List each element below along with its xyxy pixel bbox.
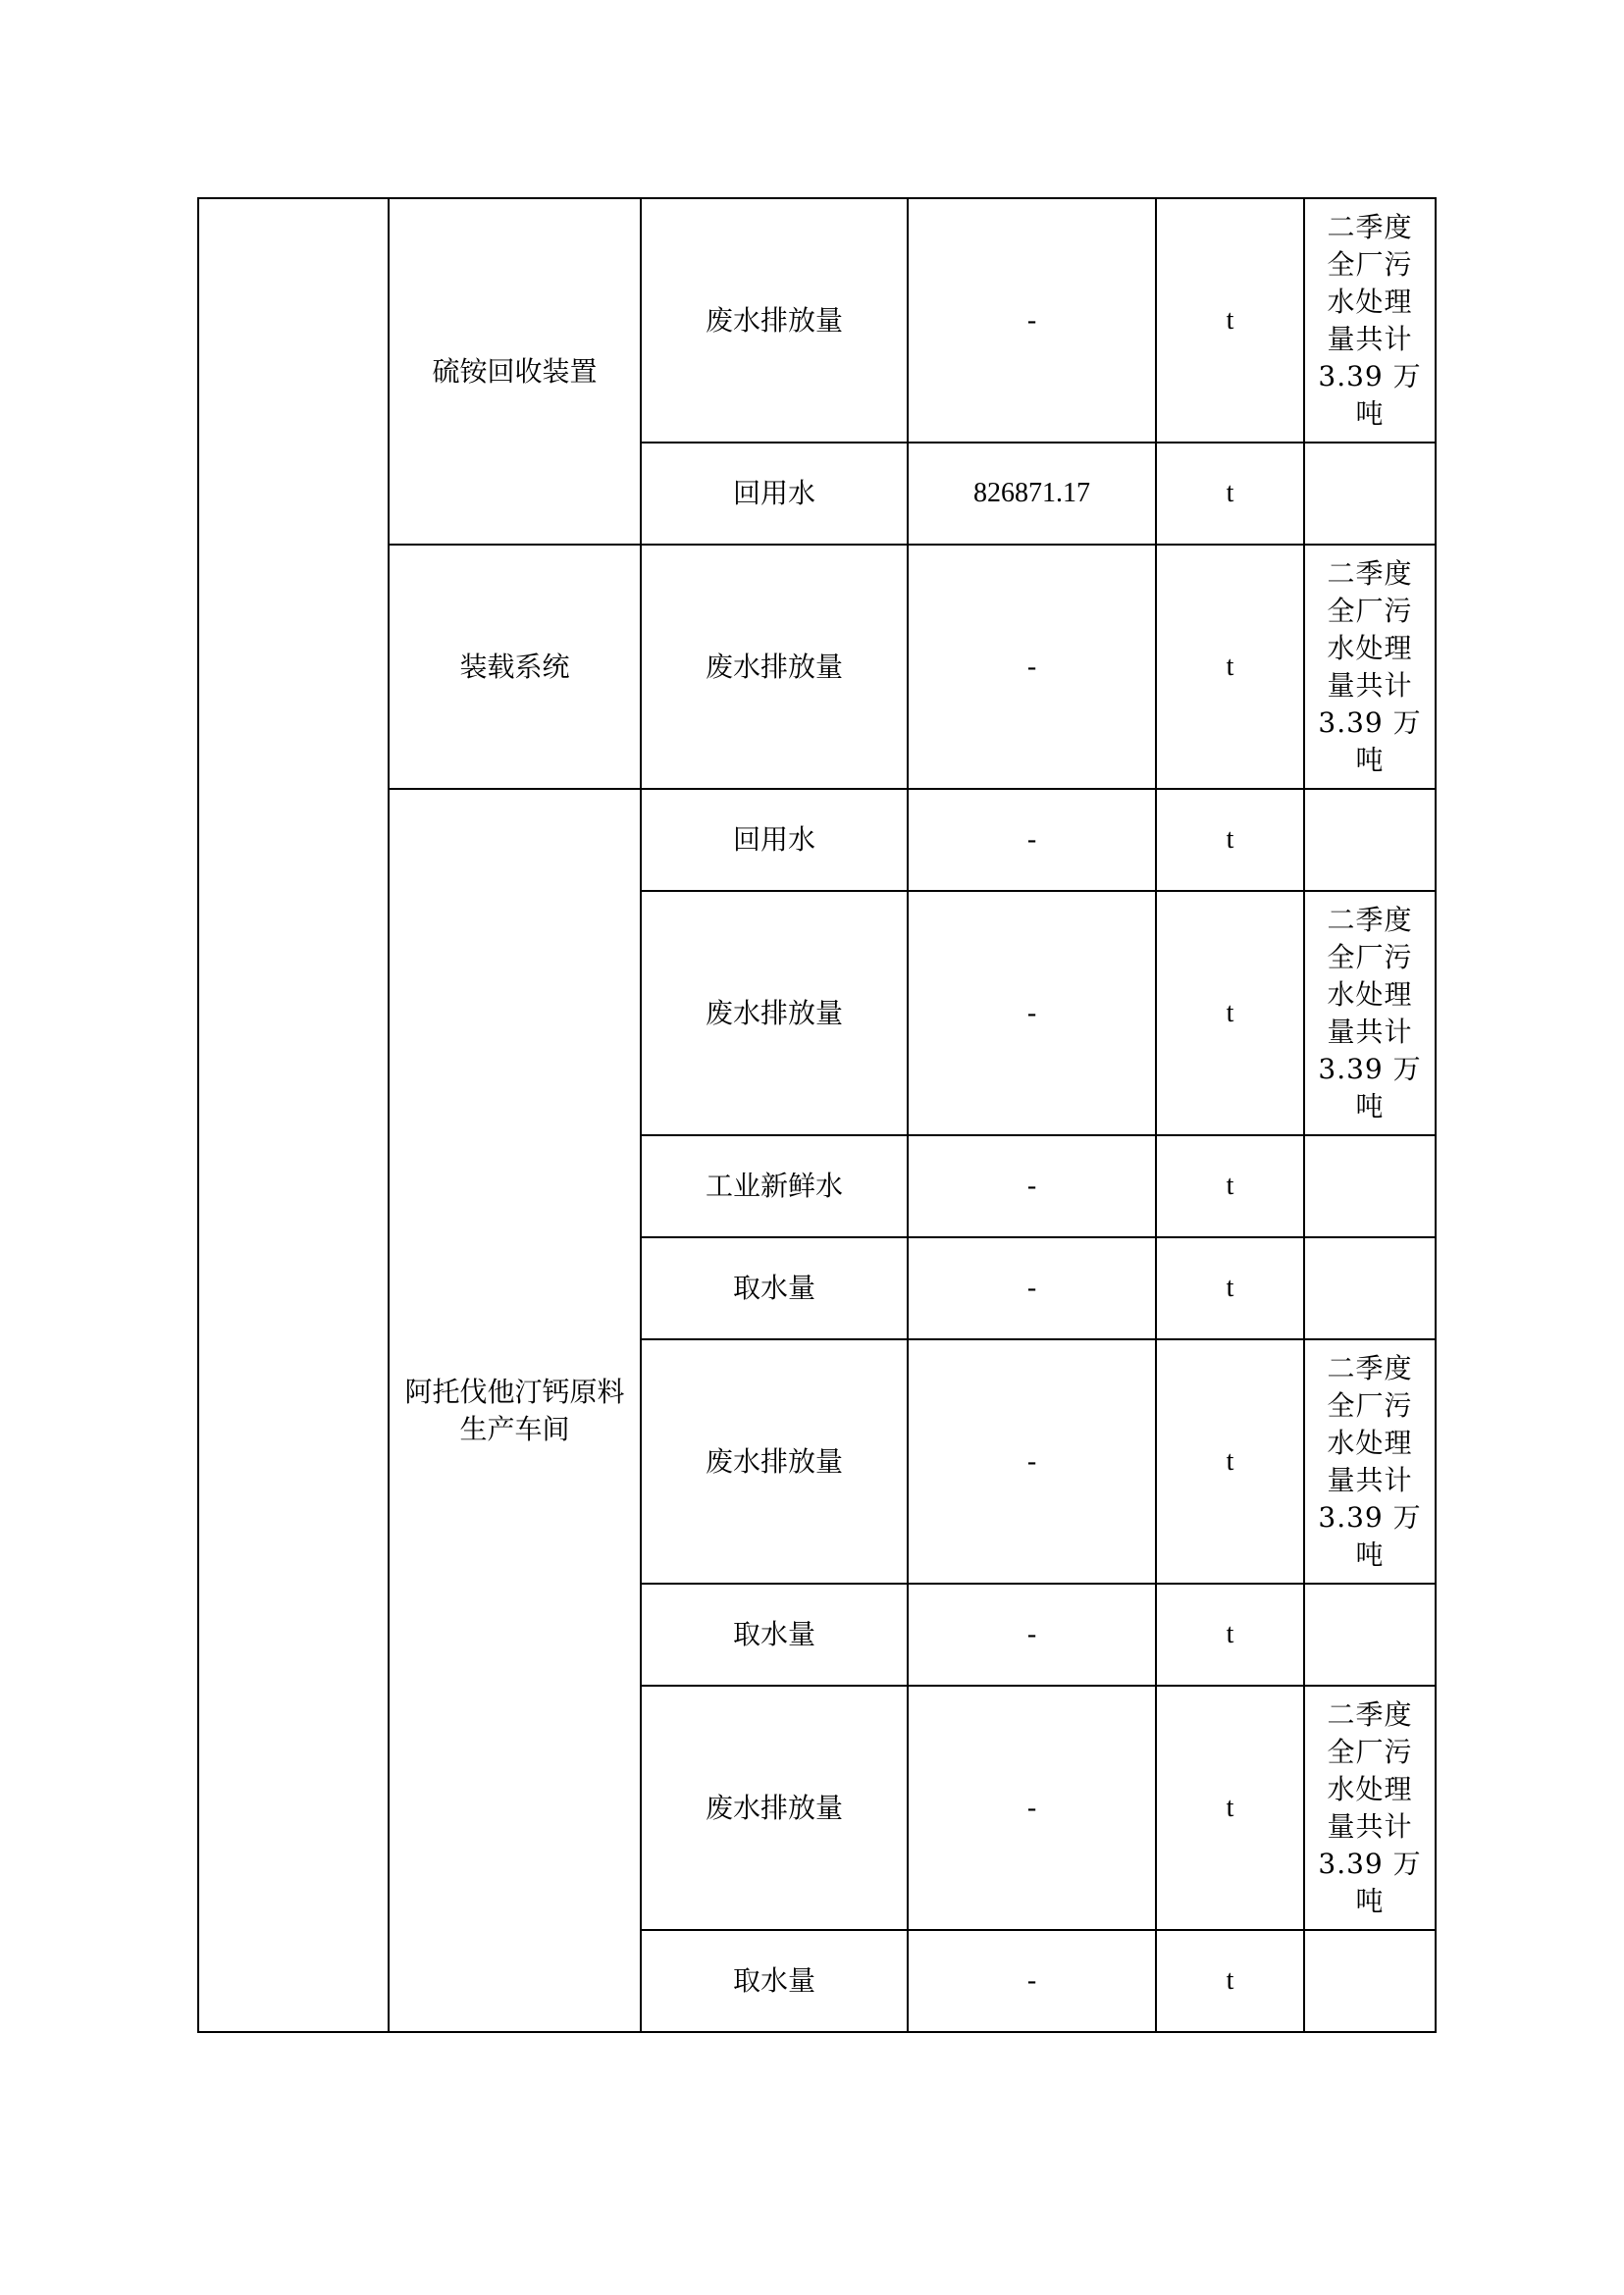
note-cell: 二季度 全厂污 水处理 量共计 3.39 万 吨: [1304, 198, 1436, 443]
note-cell: [1304, 1135, 1436, 1237]
item-cell: 工业新鲜水: [641, 1135, 908, 1237]
unit-cell: t: [1156, 545, 1304, 789]
item-cell: 废水排放量: [641, 545, 908, 789]
facility-cell: 阿托伐他汀钙原料生产车间: [389, 789, 641, 2032]
item-cell: 废水排放量: [641, 1686, 908, 1930]
unit-cell: t: [1156, 1584, 1304, 1686]
value-cell: -: [908, 198, 1156, 443]
value-cell: -: [908, 545, 1156, 789]
item-cell: 取水量: [641, 1237, 908, 1339]
unit-cell: t: [1156, 1930, 1304, 2032]
note-cell: 二季度 全厂污 水处理 量共计 3.39 万 吨: [1304, 1686, 1436, 1930]
unit-cell: t: [1156, 1237, 1304, 1339]
note-cell: [1304, 443, 1436, 545]
category-cell: [198, 198, 389, 2032]
unit-cell: t: [1156, 1135, 1304, 1237]
value-cell: -: [908, 1930, 1156, 2032]
value-cell: -: [908, 789, 1156, 891]
value-cell: -: [908, 1584, 1156, 1686]
facility-cell: 硫铵回收装置: [389, 198, 641, 545]
value-cell: -: [908, 1237, 1156, 1339]
value-cell: -: [908, 891, 1156, 1135]
note-cell: [1304, 1237, 1436, 1339]
item-cell: 废水排放量: [641, 891, 908, 1135]
value-cell: 826871.17: [908, 443, 1156, 545]
unit-cell: t: [1156, 443, 1304, 545]
item-cell: 回用水: [641, 789, 908, 891]
facility-cell: 装载系统: [389, 545, 641, 789]
note-cell: [1304, 1930, 1436, 2032]
value-cell: -: [908, 1686, 1156, 1930]
note-cell: 二季度 全厂污 水处理 量共计 3.39 万 吨: [1304, 891, 1436, 1135]
unit-cell: t: [1156, 891, 1304, 1135]
water-usage-table: [197, 197, 1437, 2033]
note-cell: 二季度 全厂污 水处理 量共计 3.39 万 吨: [1304, 1339, 1436, 1584]
unit-cell: t: [1156, 198, 1304, 443]
note-cell: [1304, 789, 1436, 891]
unit-cell: t: [1156, 1686, 1304, 1930]
unit-cell: t: [1156, 1339, 1304, 1584]
note-cell: 二季度 全厂污 水处理 量共计 3.39 万 吨: [1304, 545, 1436, 789]
note-cell: [1304, 1584, 1436, 1686]
table-row: [198, 198, 1436, 443]
item-cell: 废水排放量: [641, 1339, 908, 1584]
item-cell: 废水排放量: [641, 198, 908, 443]
value-cell: -: [908, 1135, 1156, 1237]
item-cell: 取水量: [641, 1584, 908, 1686]
item-cell: 取水量: [641, 1930, 908, 2032]
item-cell: 回用水: [641, 443, 908, 545]
unit-cell: t: [1156, 789, 1304, 891]
value-cell: -: [908, 1339, 1156, 1584]
